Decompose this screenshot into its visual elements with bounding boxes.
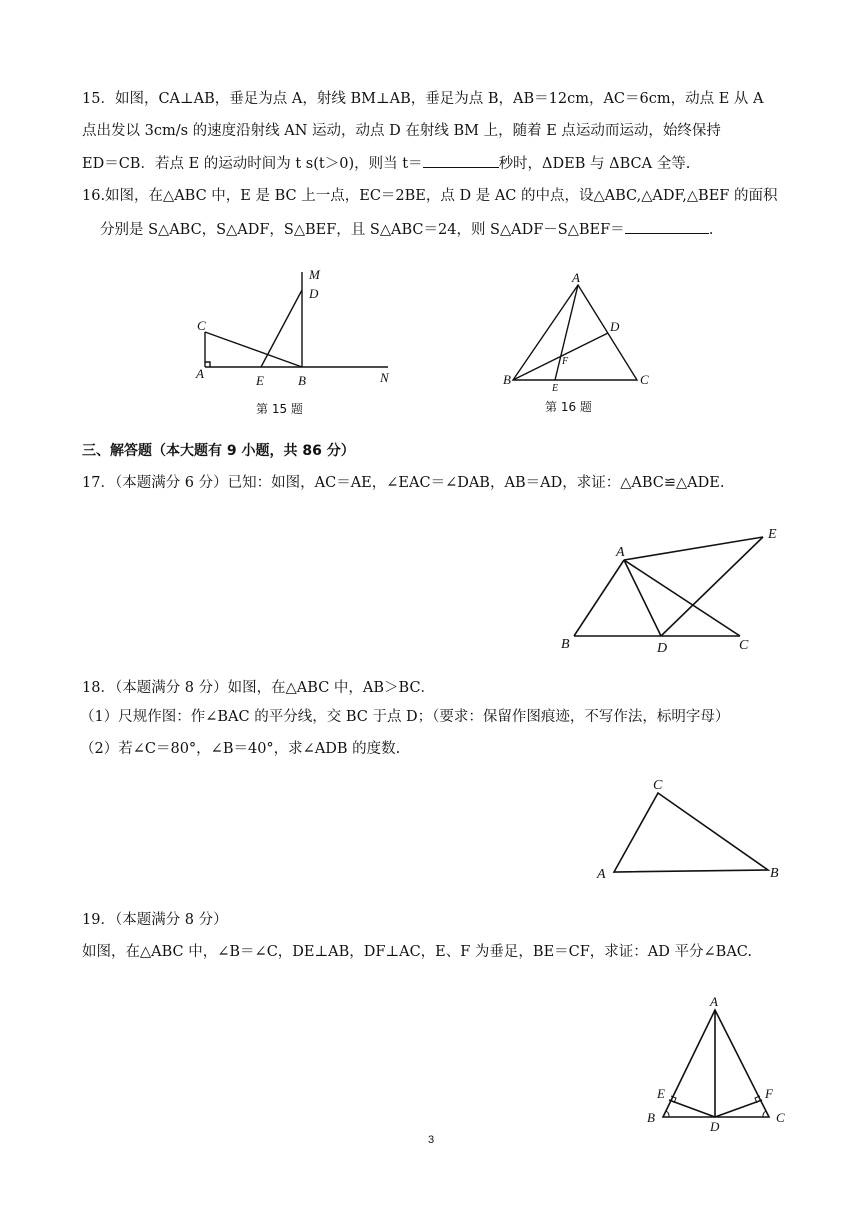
fig16-label-F: F — [562, 356, 569, 367]
fig19-label-F: F — [765, 1086, 773, 1101]
q15-line3-part1: ED＝CB．若点 E 的运动时间为 t s(t＞0)，则当 t＝ — [82, 156, 423, 172]
q17-text: 17．（本题满分 6 分）已知：如图，AC＝AE，∠EAC＝∠DAB，AB＝AD，求证：△ABC≌△ADE. — [82, 475, 725, 491]
q19-line1: 19．（本题满分 8 分） — [82, 912, 228, 928]
q18-line3: （2）若∠C＝80°，∠B＝40°，求∠ADB 的度数. — [80, 741, 401, 757]
q16-caption: 第 16 题 — [545, 400, 592, 414]
q15-caption: 第 15 题 — [256, 402, 303, 416]
fig19-label-B: B — [647, 1110, 655, 1125]
fig19-label-E: E — [657, 1086, 665, 1101]
fig15-label-A: A — [196, 366, 204, 381]
fig18-label-B: B — [770, 866, 779, 881]
q19-line2: 如图，在△ABC 中，∠B＝∠C，DE⊥AB，DF⊥AC，E、F 为垂足，BE＝CF，求证：AD 平分∠BAC. — [82, 944, 752, 960]
fig16-label-C: C — [640, 372, 649, 387]
fig15-label-E: E — [256, 373, 264, 388]
section-heading: 三、解答题（本大题有 9 小题，共 86 分） — [82, 443, 355, 459]
fig15-label-M: M — [309, 267, 320, 282]
fig15-label-C: C — [197, 318, 206, 333]
fig16-label-E: E — [552, 383, 559, 394]
q18-line2: （1）尺规作图：作∠BAC 的平分线，交 BC 于点 D；（要求：保留作图痕迹，不写作法，标明字母） — [80, 709, 730, 725]
fig15-label-N: N — [380, 370, 389, 385]
q16-line2-part2: . — [708, 222, 714, 238]
fig18-label-C: C — [653, 778, 663, 793]
fig17-label-B: B — [561, 637, 570, 652]
fig16-label-B: B — [503, 372, 511, 387]
fig18-label-A: A — [597, 867, 606, 882]
fig19-label-D: D — [710, 1119, 720, 1134]
fig19-label-A: A — [710, 994, 718, 1009]
fig16-label-A: A — [572, 270, 580, 285]
fig16-label-D: D — [610, 319, 620, 334]
q18-line1: 18．（本题满分 8 分）如图，在△ABC 中，AB＞BC． — [82, 680, 436, 696]
fig17-label-D: D — [657, 641, 668, 656]
q15-line3-part2: 秒时，ΔDEB 与 ΔBCA 全等. — [498, 156, 691, 172]
fig15-label-D: D — [309, 286, 319, 301]
q16-line1: 16.如图，在△ABC 中，E 是 BC 上一点，EC＝2BE，点 D 是 AC 的中点，设△ABC,△ADF,△BEF 的面积 — [82, 188, 778, 204]
fig17-label-A: A — [616, 545, 625, 560]
fig17-label-E: E — [768, 527, 777, 542]
q15-line2: 点出发以 3cm/s 的速度沿射线 AN 运动，动点 D 在射线 BM 上，随着 E 点运动而运动，始终保持 — [82, 123, 721, 139]
q16-line2-part1: 分别是 S△ABC，S△ADF，S△BEF，且 S△ABC＝24，则 S△ADF－S△BEF＝ — [100, 222, 625, 238]
fig19-label-C: C — [776, 1110, 785, 1125]
q15-line1: 15．如图，CA⊥AB，垂足为点 A，射线 BM⊥AB，垂足为点 B，AB＝12cm，AC＝6cm，动点 E 从 A — [82, 91, 764, 107]
fig15-label-B: B — [298, 373, 306, 388]
fig17-label-C: C — [739, 638, 749, 653]
page-number: 3 — [428, 1134, 435, 1146]
